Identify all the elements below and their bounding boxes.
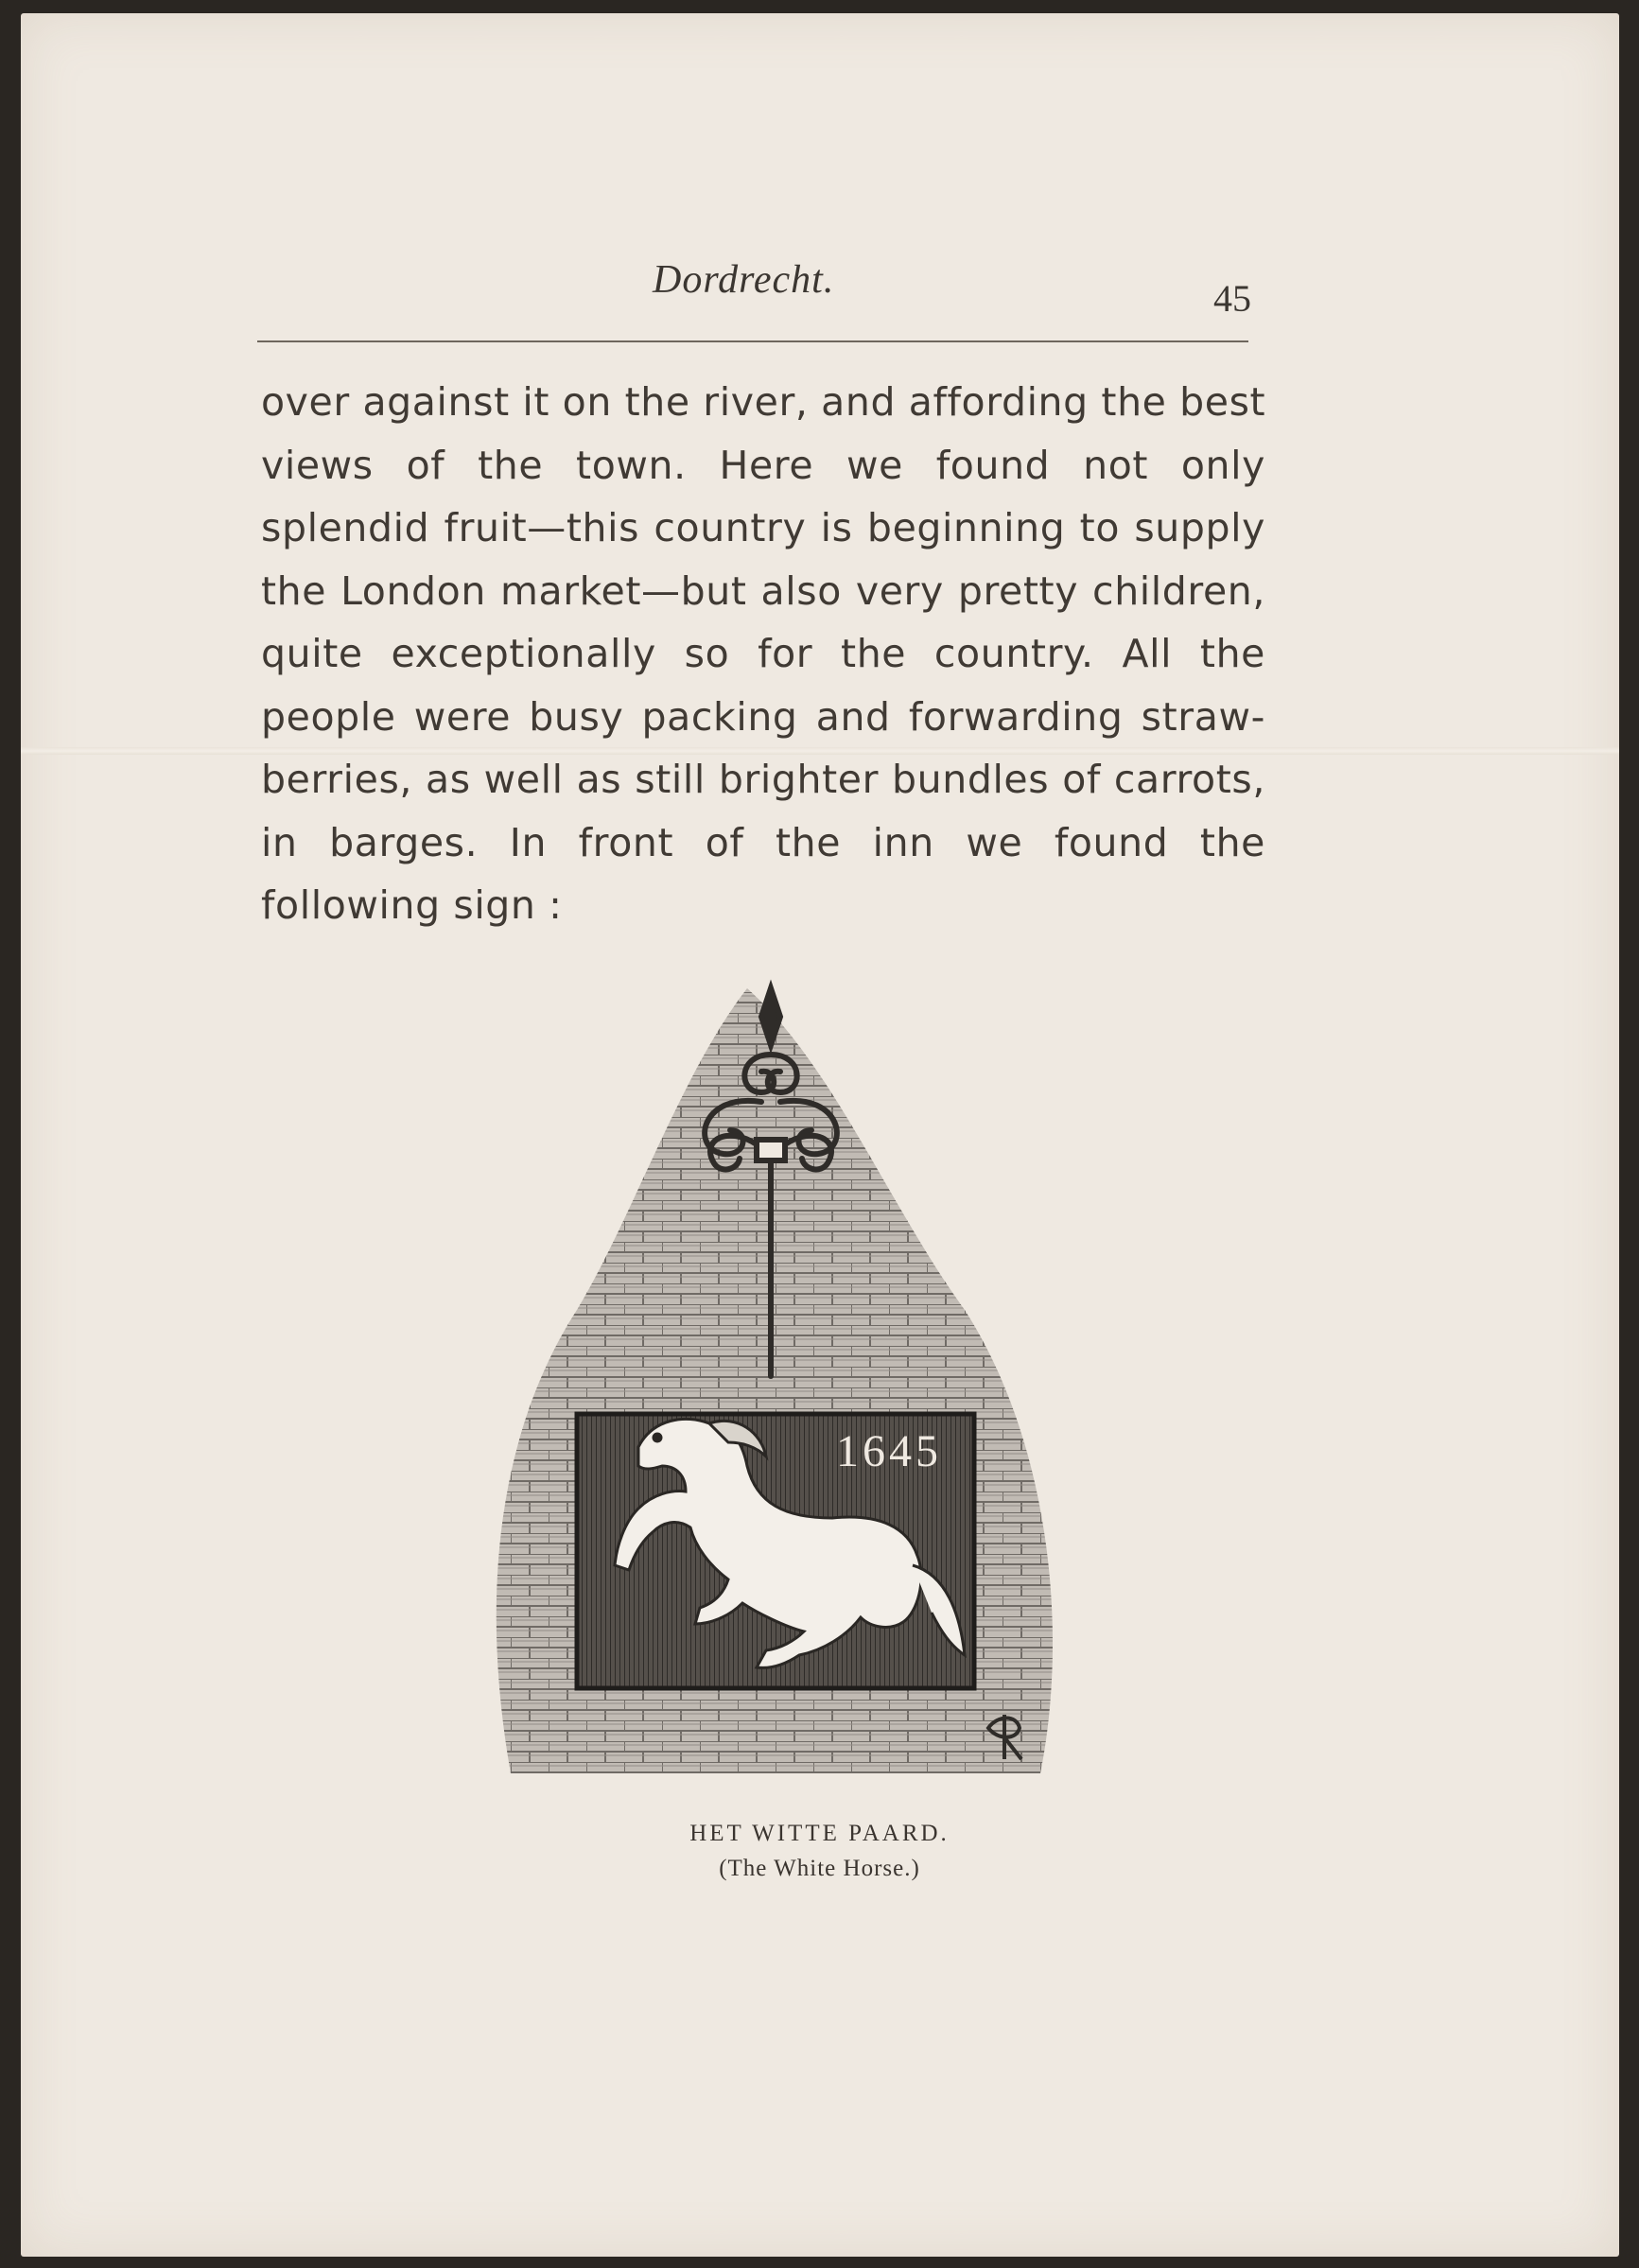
figure-caption-title: HET WITTE PAARD. (689, 1821, 950, 1846)
white-horse-sign-illustration (473, 951, 1069, 1783)
body-text (261, 371, 1265, 937)
text-line: over against it on the river, and affording the best (261, 379, 1266, 425)
text-line: following sign : (261, 882, 563, 928)
text-line: views of the town. Here we found not only (261, 442, 1265, 488)
text-line: people were busy packing and forwarding straw- (261, 693, 1265, 740)
page-number: 45 (1213, 277, 1251, 320)
text-line: berries, as well as still brighter bundles of carrots, (261, 757, 1265, 802)
figure-caption-subtitle: (The White Horse.) (719, 1856, 920, 1881)
text-line: splendid fruit—this country is beginning to supply (261, 505, 1265, 550)
text-line: quite exceptionally so for the country. All the (261, 631, 1265, 676)
header-rule (257, 340, 1248, 342)
sign-date: 1645 (836, 1426, 942, 1476)
text-line: in barges. In front of the inn we found the (261, 819, 1265, 865)
text-line: the London market—but also very pretty children, (261, 567, 1265, 614)
running-title: Dordrecht. (653, 258, 835, 302)
running-head (0, 257, 1639, 320)
